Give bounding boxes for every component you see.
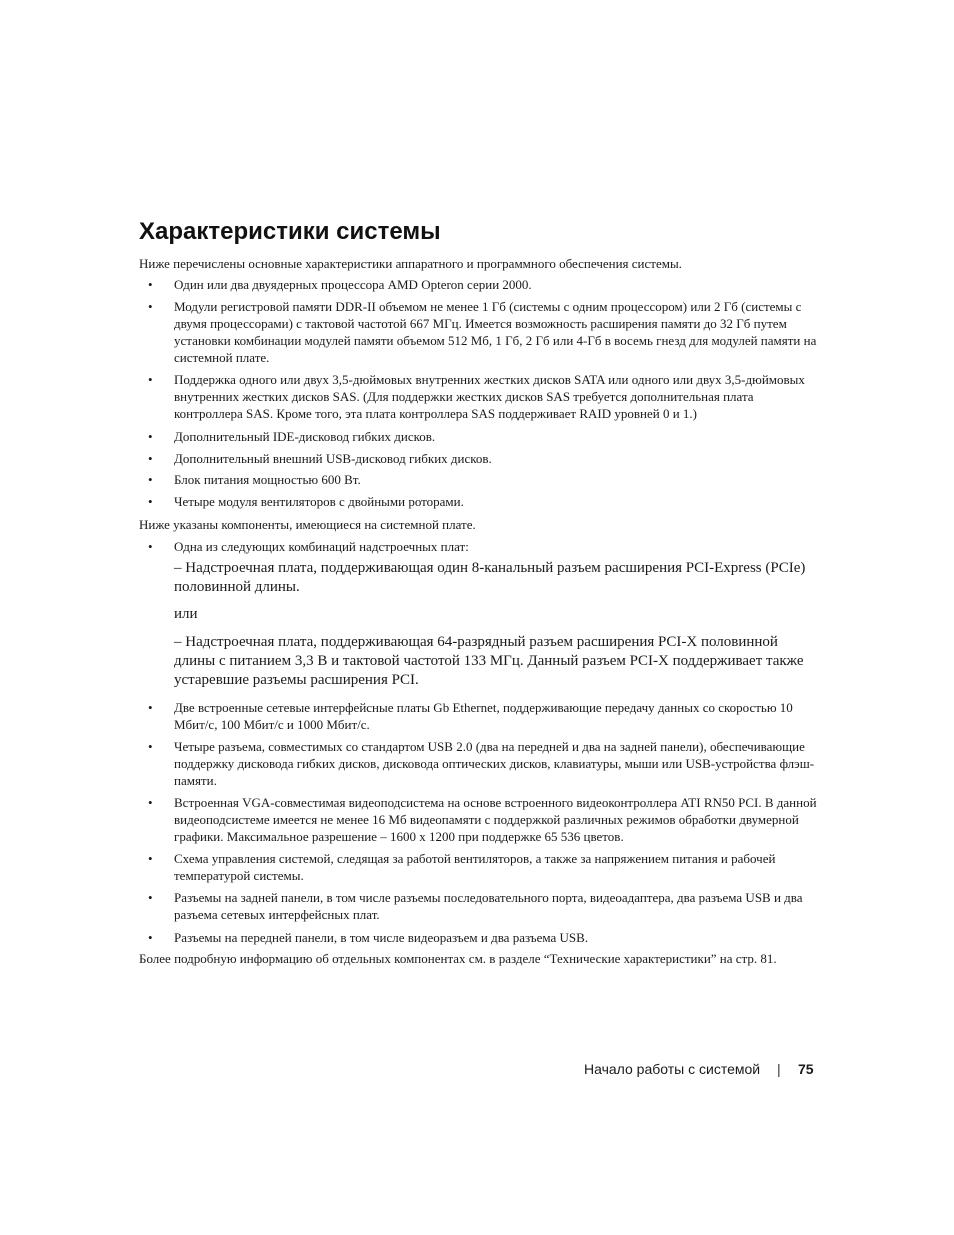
intro-paragraph: Ниже перечислены основные характеристики аппаратного и программного обеспечения системы.	[139, 256, 682, 271]
riser-or-text: или	[174, 606, 198, 622]
list-item: • Схема управления системой, следящая за работой вентиляторов, а также за напряжением питания и рабочей температурой системы.	[174, 850, 819, 884]
list-item: • Дополнительный внешний USB-дисковод гибких дисков.	[174, 450, 819, 467]
page-title: Характеристики системы	[139, 218, 441, 245]
list-item: • Поддержка одного или двух 3,5-дюймовых внутренних жестких дисков SATA или одного или двух 3,5-дюймовых внутренних жестких дисков SAS. (Для поддержки жестких дисков SAS требуется дополнительная плата контроллера SAS. Кроме того, эта плата контроллера SAS поддерживает RAID уровней 0 и 1.)	[174, 371, 819, 422]
intro-paragraph: Ниже указаны компоненты, имеющиеся на системной плате.	[139, 517, 476, 532]
closing-paragraph: Более подробную информацию об отдельных компонентах см. в разделе “Технические характеристики” на стр. 81.	[139, 951, 777, 966]
footer-section-title: Начало работы с системой	[584, 1061, 761, 1077]
list-item: • Одна из следующих комбинаций надстроечных плат:	[174, 538, 819, 555]
list-item: • Встроенная VGA-совместимая видеоподсистема на основе встроенного видеоконтроллера ATI RN50 PCI. В данной видеоподсистеме имеется не менее 16 Мб видеопамяти с поддержкой различных режимов обработки двумерной графики. Максимальное разрешение – 1600 x 1200 при поддержке 65 536 цветов.	[174, 794, 819, 845]
list-item: • Четыре разъема, совместимых со стандартом USB 2.0 (два на передней и два на задней панели), обеспечивающие поддержку дисковода гибких дисков, дисковода оптических дисков, клавиатуры, мыши или USB-устройства флэш-памяти.	[174, 738, 819, 789]
list-item: • Один или два двуядерных процессора AMD Opteron серии 2000.	[174, 276, 819, 293]
list-item: • Четыре модуля вентиляторов с двойными роторами.	[174, 493, 819, 510]
list-item: • Модули регистровой памяти DDR-II объемом не менее 1 Гб (системы с одним процессором) или 2 Гб (системы с двумя процессорами) с тактовой частотой 667 МГц. Имеется возможность расширения памяти до 32 Гб путем установки комбинации модулей памяти объемом 512 Мб, 1 Гб, 2 Гб или 4-Гб в восемь гнезд для модулей памяти на системной плате.	[174, 298, 819, 366]
footer-separator: |	[777, 1061, 781, 1077]
list-item: • Разъемы на передней панели, в том числе видеоразъем и два разъема USB.	[174, 929, 819, 946]
list-item: • Разъемы на задней панели, в том числе разъемы последовательного порта, видеоадаптера, два разъема USB и два разъема сетевых интерфейсных плат.	[174, 889, 819, 923]
list-item: • Две встроенные сетевые интерфейсные платы Gb Ethernet, поддерживающие передачу данных со скоростью 10 Мбит/с, 100 Мбит/с и 1000 Мбит/с.	[174, 699, 819, 733]
page-number: 75	[798, 1061, 814, 1077]
riser-option: – Надстроечная плата, поддерживающая один 8-канальный разъем расширения PCI-Express (PCIe) половинной длины.	[174, 560, 806, 595]
list-item: • Блок питания мощностью 600 Вт.	[174, 471, 819, 488]
riser-option: – Надстроечная плата, поддерживающая 64-разрядный разъем расширения PCI-X половинной длины с питанием 3,3 В и тактовой частотой 133 МГц. Данный разъем PCI-X поддерживает также устаревшие разъемы расширения PCI.	[174, 634, 804, 688]
list-item: • Дополнительный IDE-дисковод гибких дисков.	[174, 428, 819, 445]
